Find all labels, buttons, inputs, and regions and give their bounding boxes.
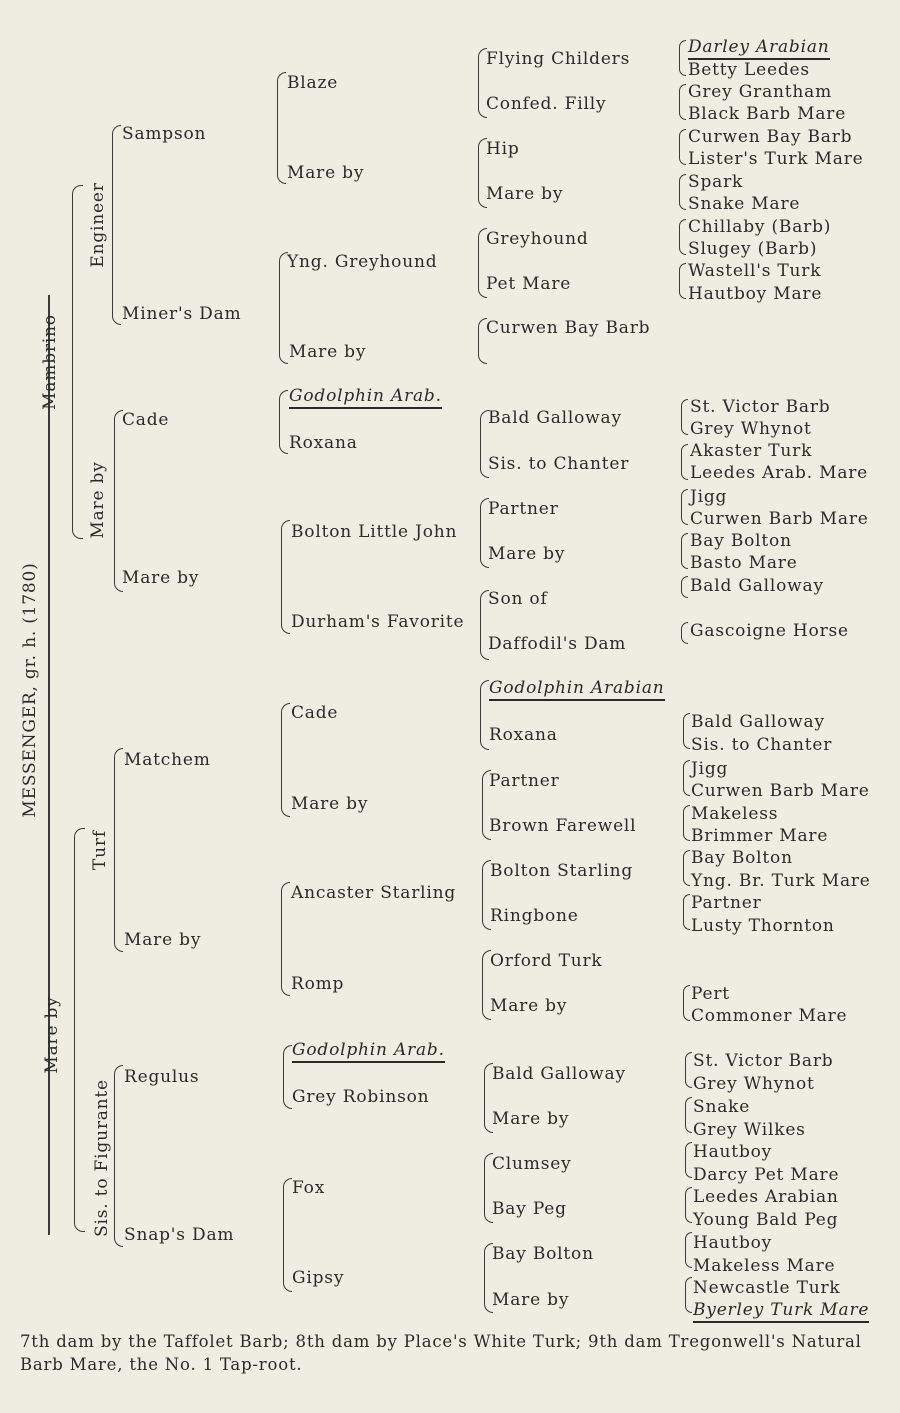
bracket-g3-1 <box>277 72 286 184</box>
g6-curwen-barb-mare: Curwen Barb Mare <box>690 509 869 529</box>
g5-flying-childers: Flying Childers <box>486 49 631 69</box>
g6-bay-bolton-2: Bay Bolton <box>691 848 793 868</box>
bracket-g2-mare <box>114 410 123 592</box>
g5-daffodils-dam: Daffodil's Dam <box>488 634 627 654</box>
g4-mare-by-2: Mare by <box>289 342 367 362</box>
bracket-g5-13 <box>683 713 690 749</box>
g6-young-bald-peg: Young Bald Peg <box>693 1210 839 1230</box>
bracket-g5-7 <box>681 399 688 435</box>
bracket-g5-12 <box>681 622 688 644</box>
bracket-g5-6 <box>679 263 686 299</box>
bracket-g3-5 <box>281 703 290 817</box>
g6-byerley-turk-mare: Byerley Turk Mare <box>693 1300 869 1320</box>
g5-mare-by-3: Mare by <box>490 996 568 1016</box>
g6-grey-whynot-2: Grey Whynot <box>693 1074 815 1094</box>
g2-sis-to-figurante: Sis. to Figurante <box>92 1079 112 1237</box>
g6-hautboy-2: Hautboy <box>693 1233 773 1253</box>
g6-slugey-barb: Slugey (Barb) <box>688 239 818 259</box>
g6-wastells-turk: Wastell's Turk <box>688 261 822 281</box>
g3-mare-by: Mare by <box>122 568 200 588</box>
g4-mare-by-1: Mare by <box>287 163 365 183</box>
g6-jigg: Jigg <box>690 487 728 507</box>
bracket-g5-14 <box>683 760 690 796</box>
bracket-g2-sis <box>114 1065 123 1247</box>
g4-romp: Romp <box>291 974 345 994</box>
g5-mare-by-1: Mare by <box>486 184 564 204</box>
g3-regulus: Regulus <box>124 1067 200 1087</box>
g4-godolphin-arab: Godolphin Arab. <box>289 386 442 406</box>
g5-bay-bolton: Bay Bolton <box>492 1244 594 1264</box>
g4-gipsy: Gipsy <box>292 1268 345 1288</box>
g5-confed-filly: Confed. Filly <box>486 94 607 114</box>
g2-engineer: Engineer <box>88 182 108 268</box>
footnote: 7th dam by the Taffolet Barb; 8th dam by Place's White Turk; 9th dam Tregonwell's Natural Barb Mare, the No. 1 Tap-root. <box>20 1332 862 1374</box>
g3-matchem: Matchem <box>124 750 211 770</box>
g5-sis-to-chanter: Sis. to Chanter <box>488 454 630 474</box>
bracket-g5-23 <box>685 1232 692 1268</box>
bracket-g5-10 <box>681 533 688 569</box>
g4-cade: Cade <box>291 703 339 723</box>
bracket-g5-3 <box>679 129 686 165</box>
bracket-g3-8 <box>283 1178 292 1292</box>
g6-darcy-pet-mare: Darcy Pet Mare <box>693 1165 840 1185</box>
g6-snake-mare: Snake Mare <box>688 194 801 214</box>
g4-fox: Fox <box>292 1178 326 1198</box>
bracket-g3-3 <box>279 390 288 454</box>
bracket-g5-15 <box>683 805 690 841</box>
g6-snake: Snake <box>693 1097 751 1117</box>
g6-st-victor-barb: St. Victor Barb <box>690 397 831 417</box>
g6-spark: Spark <box>688 172 744 192</box>
bracket-g3-7 <box>283 1045 292 1109</box>
g5-pet-mare: Pet Mare <box>486 274 572 294</box>
g5-orford-turk: Orford Turk <box>490 951 603 971</box>
g6-commoner-mare: Commoner Mare <box>691 1006 848 1026</box>
g6-curwen-barb-mare-2: Curwen Barb Mare <box>691 781 870 801</box>
g5-mare-by-4: Mare by <box>492 1109 570 1129</box>
bracket-g5-20 <box>685 1097 692 1133</box>
g6-akaster-turk: Akaster Turk <box>690 441 813 461</box>
g5-bolton-starling: Bolton Starling <box>490 861 634 881</box>
g6-curwen-bay-barb: Curwen Bay Barb <box>688 127 853 147</box>
bracket-g5-1 <box>679 40 686 76</box>
bracket-g5-19 <box>685 1052 692 1088</box>
g6-hautboy-mare: Hautboy Mare <box>688 284 823 304</box>
bracket-g2-turf <box>114 748 123 952</box>
g6-sis-to-chanter: Sis. to Chanter <box>691 735 833 755</box>
g4-godolphin-arab-2: Godolphin Arab. <box>292 1040 445 1060</box>
g5-bay-peg: Bay Peg <box>492 1199 567 1219</box>
g6-pert: Pert <box>691 984 730 1004</box>
g6-yng-br-turk-mare: Yng. Br. Turk Mare <box>691 871 871 891</box>
g3-sampson: Sampson <box>122 124 207 144</box>
g6-gascoigne-horse: Gascoigne Horse <box>690 621 849 641</box>
g2-mare-by: Mare by <box>88 461 108 539</box>
bracket-g5-16 <box>683 850 690 886</box>
g6-newcastle-turk: Newcastle Turk <box>693 1278 841 1298</box>
g6-brimmer-mare: Brimmer Mare <box>691 826 829 846</box>
g5-partner-1: Partner <box>488 499 559 519</box>
g5-godolphin-arabian: Godolphin Arabian <box>489 678 665 698</box>
g6-jigg-2: Jigg <box>691 759 729 779</box>
g5-son-of: Son of <box>488 589 548 609</box>
g6-makeless: Makeless <box>691 804 779 824</box>
g2-turf: Turf <box>90 830 110 870</box>
g4-blaze: Blaze <box>287 73 339 93</box>
bracket-g5-9 <box>681 489 688 525</box>
bracket-g1-dam <box>74 828 85 1232</box>
bracket-g5-22 <box>685 1187 692 1223</box>
g6-hautboy: Hautboy <box>693 1142 773 1162</box>
g4-ancaster-starling: Ancaster Starling <box>291 883 457 903</box>
bracket-g2-engineer <box>112 125 121 325</box>
g5-mare-by-2: Mare by <box>488 544 566 564</box>
g4-grey-robinson: Grey Robinson <box>292 1087 430 1107</box>
g6-betty-leedes: Betty Leedes <box>688 60 810 80</box>
bracket-g5-5 <box>679 219 686 255</box>
g5-brown-farewell: Brown Farewell <box>489 816 637 836</box>
g6-bald-galloway-2: Bald Galloway <box>691 712 825 732</box>
g6-leedes-arabian: Leedes Arabian <box>693 1187 839 1207</box>
g6-bay-bolton: Bay Bolton <box>690 531 792 551</box>
dam-mare-by: Mare by <box>42 996 62 1074</box>
g6-grey-whynot: Grey Whynot <box>690 419 812 439</box>
bracket-g5-18 <box>683 985 690 1021</box>
g4-roxana: Roxana <box>289 433 358 453</box>
g6-st-victor-barb-2: St. Victor Barb <box>693 1051 834 1071</box>
g5-clumsey: Clumsey <box>492 1154 572 1174</box>
g6-grey-wilkes: Grey Wilkes <box>693 1120 806 1140</box>
bracket-g5-21 <box>685 1142 692 1178</box>
bracket-g3-4 <box>281 520 290 634</box>
g6-leedes-arab-mare: Leedes Arab. Mare <box>690 463 869 483</box>
sire-mambrino: Mambrino <box>40 314 60 410</box>
g3-mare-by-2: Mare by <box>124 930 202 950</box>
g5-partner-2: Partner <box>489 771 560 791</box>
g5-bald-galloway-2: Bald Galloway <box>492 1064 626 1084</box>
g6-grey-grantham: Grey Grantham <box>688 82 833 102</box>
g6-chillaby-barb: Chillaby (Barb) <box>688 217 832 237</box>
g6-darley-arabian: Darley Arabian <box>688 37 830 57</box>
g6-black-barb-mare: Black Barb Mare <box>688 104 847 124</box>
g6-basto-mare: Basto Mare <box>690 553 798 573</box>
bracket-g5-11 <box>681 576 688 598</box>
bracket-g1-sire <box>72 185 83 539</box>
bracket-g5-24 <box>685 1277 692 1313</box>
g3-miners-dam: Miner's Dam <box>122 304 242 324</box>
g4-yng-greyhound: Yng. Greyhound <box>287 252 438 272</box>
g5-bald-galloway-1: Bald Galloway <box>488 408 622 428</box>
g4-mare-by-3: Mare by <box>291 794 369 814</box>
g6-listers-turk-mare: Lister's Turk Mare <box>688 149 864 169</box>
bracket-g5-2 <box>679 84 686 120</box>
bracket-g4-8 <box>480 680 489 750</box>
bracket-g3-6 <box>281 882 290 996</box>
g4-bolton-little-john: Bolton Little John <box>291 522 458 542</box>
bracket-g5-17 <box>683 894 690 930</box>
g5-hip: Hip <box>486 139 520 159</box>
g5-roxana: Roxana <box>489 725 558 745</box>
subject-horse: MESSENGER, gr. h. (1780) <box>20 562 40 818</box>
gen0-connector <box>48 295 50 1235</box>
g6-makeless-mare: Makeless Mare <box>693 1256 836 1276</box>
g5-greyhound: Greyhound <box>486 229 589 249</box>
g6-bald-galloway: Bald Galloway <box>690 576 824 596</box>
g3-snaps-dam: Snap's Dam <box>124 1225 235 1245</box>
g6-partner: Partner <box>691 893 762 913</box>
g5-curwen-bay-barb: Curwen Bay Barb <box>486 318 651 338</box>
g4-durhams-favorite: Durham's Favorite <box>291 612 465 632</box>
bracket-g5-4 <box>679 174 686 210</box>
g5-mare-by-5: Mare by <box>492 1290 570 1310</box>
g5-ringbone: Ringbone <box>490 906 579 926</box>
bracket-g5-8 <box>681 444 688 480</box>
g6-lusty-thornton: Lusty Thornton <box>691 916 835 936</box>
g3-cade: Cade <box>122 410 170 430</box>
